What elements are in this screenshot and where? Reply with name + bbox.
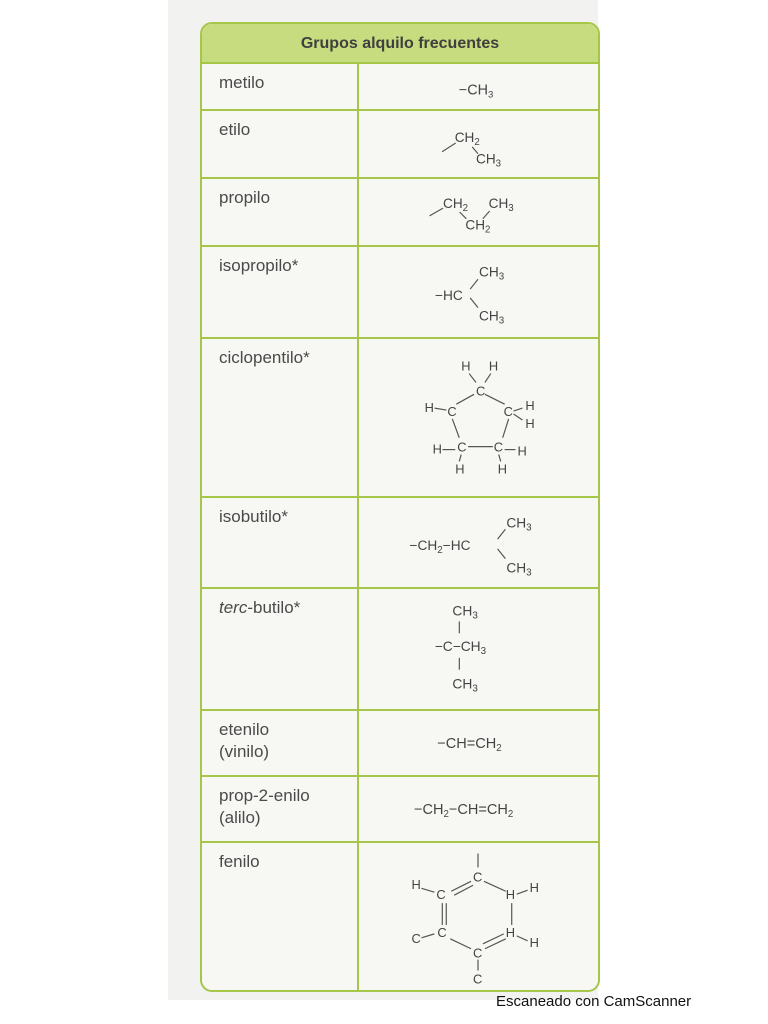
svg-text:CH3: $CH_3$ (452, 603, 478, 622)
group-name: etilo (202, 111, 359, 177)
group-formula (359, 711, 598, 775)
svg-text:H: H (505, 887, 516, 903)
svg-text:C: C (436, 887, 446, 903)
svg-text:CH3: $CH_3$ (506, 515, 532, 534)
svg-text:C: C (457, 439, 467, 455)
group-name: propilo (202, 179, 359, 245)
group-formula (359, 111, 598, 177)
table-row-propilo (202, 179, 598, 247)
svg-text:C: C (447, 404, 457, 420)
svg-text:C: C (503, 404, 513, 420)
scanner-watermark: Escaneado con CamScanner (496, 993, 692, 1010)
svg-text:H: H (497, 461, 508, 477)
svg-text:−CH2−CH=CH2: $-CH_2-CH=CH_2$ (414, 801, 514, 820)
group-formula (359, 843, 598, 992)
svg-text:H: H (488, 358, 499, 374)
svg-text:CH2: $CH_2$ (465, 217, 491, 236)
svg-text:C: C (437, 924, 447, 940)
svg-text:H: H (411, 877, 421, 893)
svg-text:CH3: $CH_3$ (488, 196, 514, 215)
svg-text:H: H (517, 443, 527, 459)
svg-text:−CH=CH2: $-CH=CH_2$ (437, 735, 502, 754)
alkyl-groups-table (200, 22, 600, 992)
group-name: terc-butilo* (202, 589, 359, 709)
svg-text:H: H (461, 358, 471, 374)
group-name: prop-2-enilo (alilo) (202, 777, 359, 841)
group-formula (359, 777, 598, 841)
group-formula (359, 339, 598, 496)
table-row-etilo (202, 111, 598, 179)
svg-text:H: H (455, 461, 465, 477)
svg-text:C: C (493, 439, 504, 455)
table-row-terc-butilo (202, 589, 598, 711)
table-row-fenilo (202, 843, 598, 992)
group-name: isobutilo* (202, 498, 359, 587)
svg-text:CH3: $CH_3$ (452, 676, 478, 695)
svg-text:CH3: $CH_3$ (476, 151, 502, 170)
svg-text:−HC: −HC (434, 287, 463, 303)
svg-text:H: H (525, 398, 535, 414)
svg-text:−CH3: $-CH_3$ (458, 82, 494, 101)
svg-text:H: H (525, 415, 535, 431)
svg-text:C: C (473, 945, 483, 961)
svg-text:C: C (473, 869, 483, 885)
svg-text:C: C (473, 971, 483, 987)
table-title: Grupos alquilo frecuentes (202, 24, 598, 64)
svg-text:−CH2−HC: $-CH_2-HC$ (409, 537, 471, 556)
table-row-ciclopentilo (202, 339, 598, 498)
svg-text:H: H (529, 934, 539, 950)
svg-text:H: H (424, 400, 434, 416)
group-formula (359, 589, 598, 709)
svg-text:−C−CH3: $-C-CH_3$ (434, 638, 487, 657)
svg-text:H: H (505, 924, 516, 940)
group-formula (359, 247, 598, 337)
svg-text:C: C (411, 930, 421, 946)
group-formula (359, 64, 598, 109)
group-formula (359, 498, 598, 587)
group-name: fenilo (202, 843, 359, 992)
group-name: metilo (202, 64, 359, 109)
table-row-prop-2-enilo (202, 777, 598, 843)
group-name: etenilo (vinilo) (202, 711, 359, 775)
svg-text:CH3: $CH_3$ (478, 264, 505, 283)
table-row-isobutilo (202, 498, 598, 589)
svg-text:CH2: $CH_2$ (443, 196, 469, 215)
svg-text:C: C (476, 383, 486, 399)
group-formula (359, 179, 598, 245)
table-row-metilo (202, 64, 598, 111)
table-row-isopropilo (202, 247, 598, 339)
svg-text:CH3: $CH_3$ (478, 308, 505, 327)
table-row-etenilo (202, 711, 598, 777)
svg-text:CH3: $CH_3$ (506, 560, 532, 579)
svg-text:H: H (432, 441, 442, 457)
group-name: isopropilo* (202, 247, 359, 337)
svg-text:H: H (529, 880, 539, 896)
svg-text:CH2: $CH_2$ (454, 130, 480, 148)
group-name: ciclopentilo* (202, 339, 359, 496)
